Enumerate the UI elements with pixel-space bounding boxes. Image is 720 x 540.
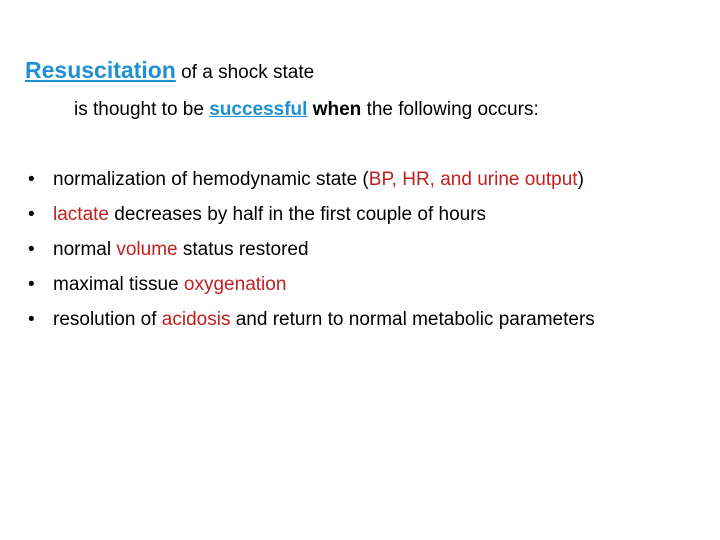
bullet-text-a: maximal tissue (53, 274, 184, 295)
bullet-emphasis: lactate (53, 204, 109, 225)
list-item (25, 270, 595, 305)
bullet-emphasis: BP, HR, and urine output (368, 169, 578, 190)
bullet-text-a: normal (53, 239, 117, 260)
bullet-dot: • (28, 309, 35, 330)
bullet-text-a: normalization of hemodynamic state ( (53, 169, 369, 190)
criteria-list (25, 165, 595, 340)
subtitle-when: when (312, 99, 362, 120)
list-item (25, 235, 595, 270)
list-item (25, 200, 595, 235)
bullet-text-c: ) (577, 169, 584, 190)
subtitle-part1: is thought to be (74, 99, 210, 120)
bullet-dot: • (28, 169, 35, 190)
title-keyword: Resuscitation (25, 57, 176, 83)
bullet-emphasis: volume (116, 239, 178, 260)
subtitle-part2: the following occurs: (361, 99, 539, 120)
bullet-text-c: and return to normal metabolic parameters (230, 309, 595, 330)
bullet-dot: • (28, 204, 35, 225)
title-rest: of a shock state (175, 62, 315, 83)
bullet-dot: • (28, 239, 35, 260)
bullet-emphasis: oxygenation (183, 274, 287, 295)
bullet-dot: • (28, 274, 35, 295)
subtitle-successful: successful (209, 99, 308, 120)
bullet-text-a: resolution of (53, 309, 162, 330)
slide-title (25, 57, 314, 84)
bullet-text-c: decreases by half in the first couple of hours (108, 204, 487, 225)
bullet-text-c: status restored (177, 239, 309, 260)
list-item (25, 305, 595, 340)
slide-subtitle (74, 99, 539, 121)
list-item (25, 165, 595, 200)
bullet-emphasis: acidosis (161, 309, 231, 330)
